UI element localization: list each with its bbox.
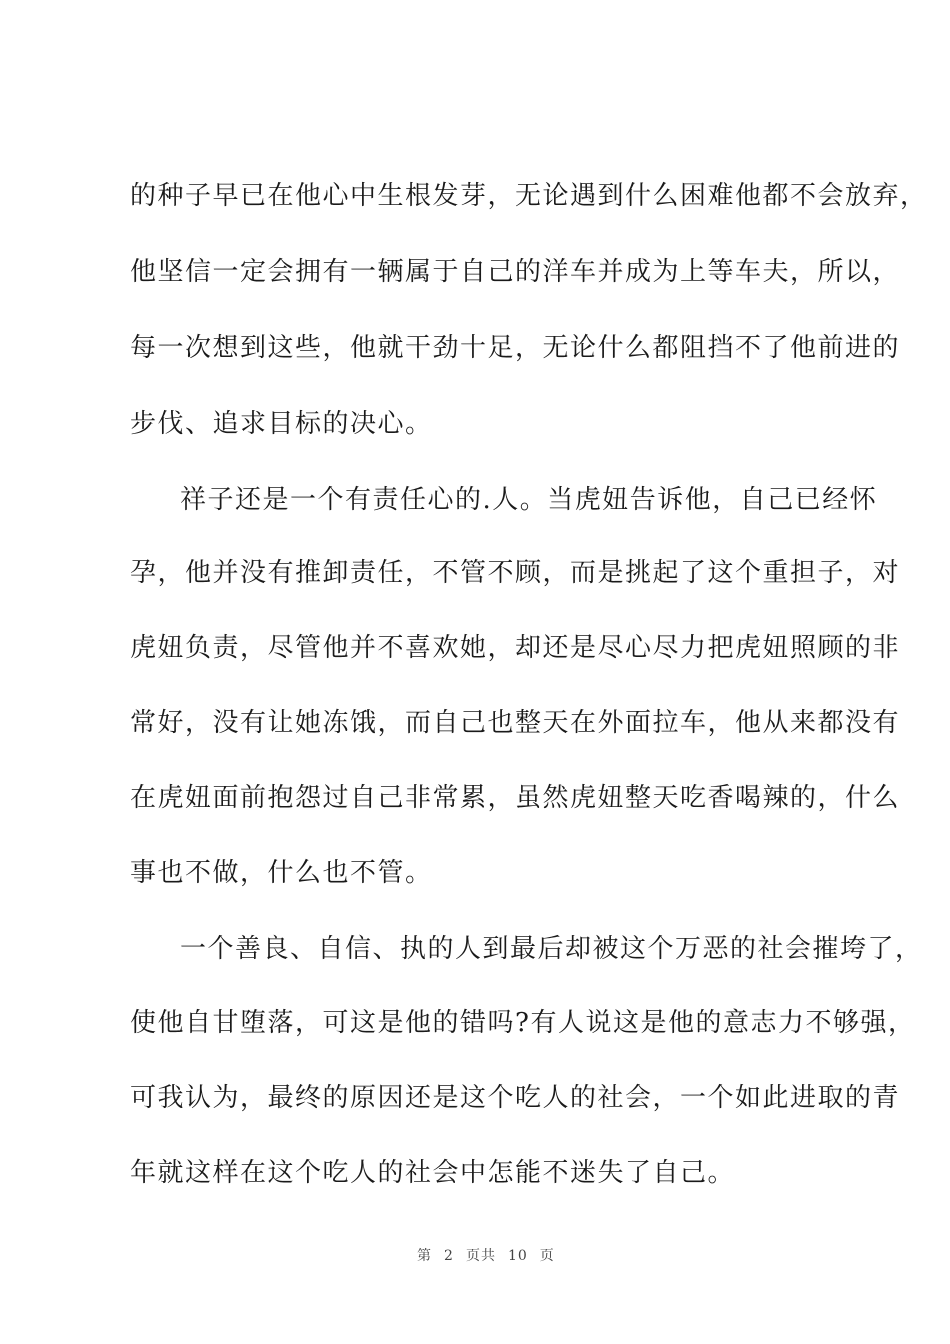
paragraph-2-line-3: 虎妞负责，尽管他并不喜欢她，却还是尽心尽力把虎妞照顾的非 — [130, 633, 901, 663]
footer-total-pages: 10 — [507, 1248, 528, 1264]
paragraph-2-line-1: 祥子还是一个有责任心的.人。当虎妞告诉他，自己已经怀 — [180, 485, 878, 515]
page-number-footer — [0, 1229, 950, 1281]
paragraph-3-line-1: 一个善良、自信、执的人到最后却被这个万恶的社会摧垮了， — [180, 934, 923, 964]
paragraph-3-line-3: 可我认为，最终的原因还是这个吃人的社会，一个如此进取的青 — [130, 1083, 901, 1113]
paragraph-2-line-6: 事也不做，什么也不管。 — [130, 858, 433, 888]
paragraph-1-line-4: 步伐、追求目标的决心。 — [130, 409, 433, 439]
paragraph-2-line-5: 在虎妞面前抱怨过自己非常累，虽然虎妞整天吃香喝辣的，什么 — [130, 783, 901, 813]
paragraph-1-line-2: 他坚信一定会拥有一辆属于自己的洋车并成为上等车夫，所以， — [130, 257, 901, 287]
paragraph-1-line-1: 的种子早已在他心中生根发芽，无论遇到什么困难他都不会放弃， — [130, 181, 928, 211]
footer-current-page: 2 — [444, 1248, 454, 1264]
paragraph-2-line-2: 孕，他并没有推卸责任，不管不顾，而是挑起了这个重担子，对 — [130, 558, 901, 588]
paragraph-1-line-3: 每一次想到这些，他就干劲十足，无论什么都阻挡不了他前进的 — [130, 333, 901, 363]
paragraph-2-line-4: 常好，没有让她冻饿，而自己也整天在外面拉车，他从来都没有 — [130, 708, 901, 738]
footer-middle: 页共 — [465, 1248, 496, 1264]
paragraph-3-line-4: 年就这样在这个吃人的社会中怎能不迷失了自己。 — [130, 1158, 736, 1188]
footer-suffix: 页 — [539, 1248, 555, 1264]
footer-prefix: 第 — [417, 1248, 433, 1264]
paragraph-3-line-2: 使他自甘堕落，可这是他的错吗?有人说这是他的意志力不够强， — [130, 1008, 916, 1038]
